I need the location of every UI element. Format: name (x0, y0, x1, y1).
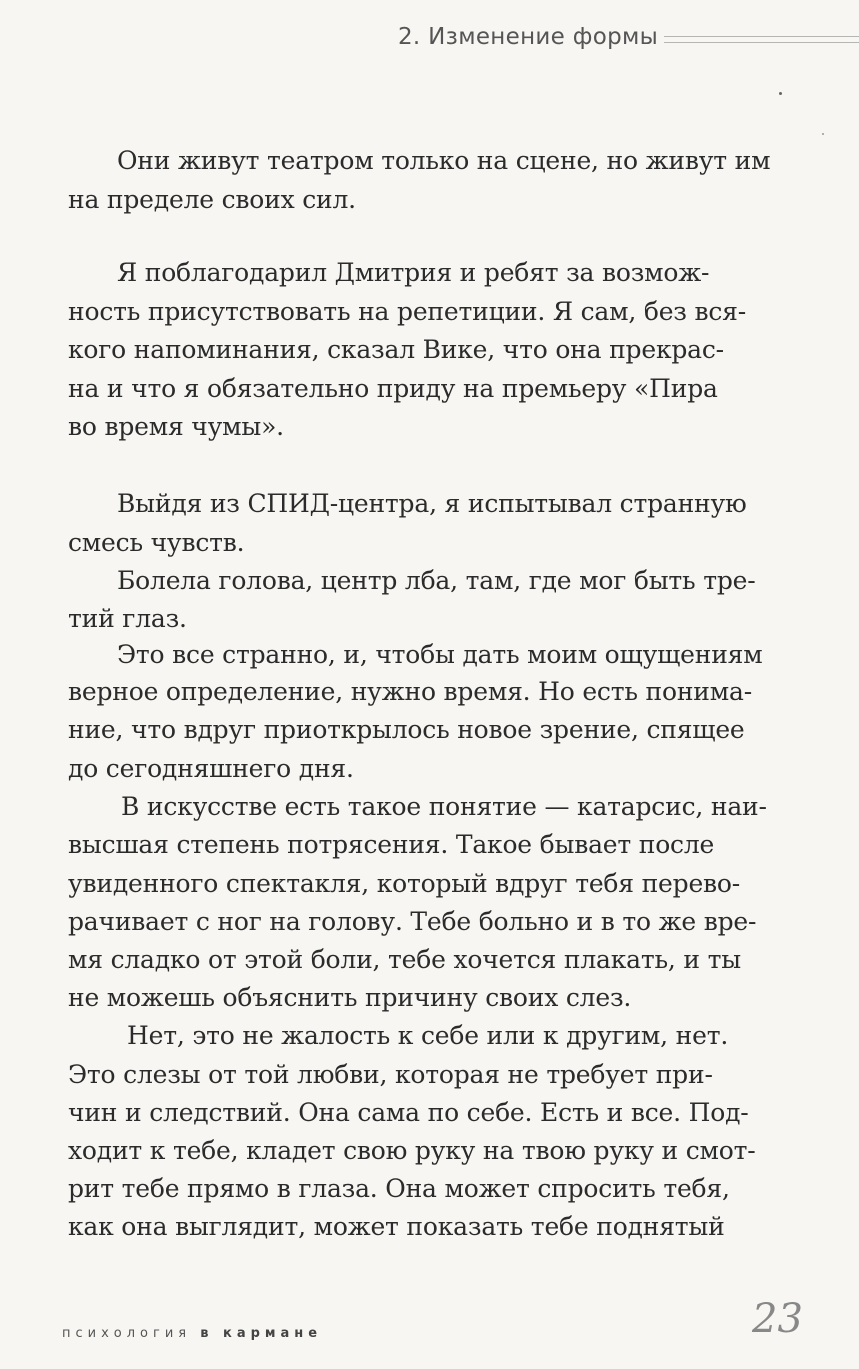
text-line: верное определение, нужно время. Но есть понима- (68, 677, 752, 706)
series-label (62, 1326, 322, 1341)
chapter-title: 2. Изменение формы (398, 24, 659, 50)
text-line: Я поблагодарил Дмитрия и ребят за возмож- (117, 258, 710, 287)
text-line: смесь чувств. (68, 528, 245, 557)
text-line: мя сладко от этой боли, тебе хочется плакать, и ты (68, 945, 741, 974)
text-line: ность присутствовать на репетиции. Я сам, без вся- (68, 297, 746, 326)
text-line: увиденного спектакля, который вдруг тебя перево- (68, 869, 741, 898)
text-line: В искусстве есть такое понятие — катарсис, наи- (121, 792, 767, 821)
running-header (0, 0, 859, 80)
text-line: тий глаз. (68, 604, 187, 633)
text-line: ходит к тебе, кладет свою руку на твою руку и смот- (68, 1136, 756, 1165)
page-number: 23 (752, 1296, 803, 1342)
text-line: Болела голова, центр лба, там, где мог быть тре- (117, 566, 756, 595)
text-line: на пределе своих сил. (68, 185, 356, 214)
text-line: не можешь объяснить причину своих слез. (68, 983, 632, 1012)
text-line: кого напоминания, сказал Вике, что она прекрас- (68, 335, 724, 364)
header-rule (664, 36, 859, 43)
text-line: на и что я обязательно приду на премьеру «Пира (68, 374, 718, 403)
text-line: высшая степень потрясения. Такое бывает после (68, 830, 715, 859)
text-line: до сегодняшнего дня. (68, 754, 354, 783)
series-label-part1: психология (62, 1326, 192, 1341)
text-line: во время чумы». (68, 412, 284, 441)
text-line: Они живут театром только на сцене, но живут им (117, 146, 771, 175)
text-line: Нет, это не жалость к себе или к другим, нет. (127, 1021, 729, 1050)
text-line: Выйдя из СПИД-центра, я испытывал странную (117, 489, 747, 518)
text-line: как она выглядит, может показать тебе поднятый (68, 1212, 725, 1241)
text-line: Это слезы от той любви, которая не требует при- (68, 1060, 713, 1089)
paper-speck (779, 92, 782, 95)
text-line: ние, что вдруг приоткрылось новое зрение, спящее (68, 715, 745, 744)
series-label-part2: в кармане (200, 1326, 323, 1341)
text-line: чин и следствий. Она сама по себе. Есть и все. Под- (68, 1098, 749, 1127)
paper-speck (822, 133, 824, 135)
text-line: Это все странно, и, чтобы дать моим ощущениям (117, 640, 763, 669)
text-line: рачивает с ног на голову. Тебе больно и в то же вре- (68, 907, 757, 936)
text-line: рит тебе прямо в глаза. Она может спросить тебя, (68, 1174, 730, 1203)
